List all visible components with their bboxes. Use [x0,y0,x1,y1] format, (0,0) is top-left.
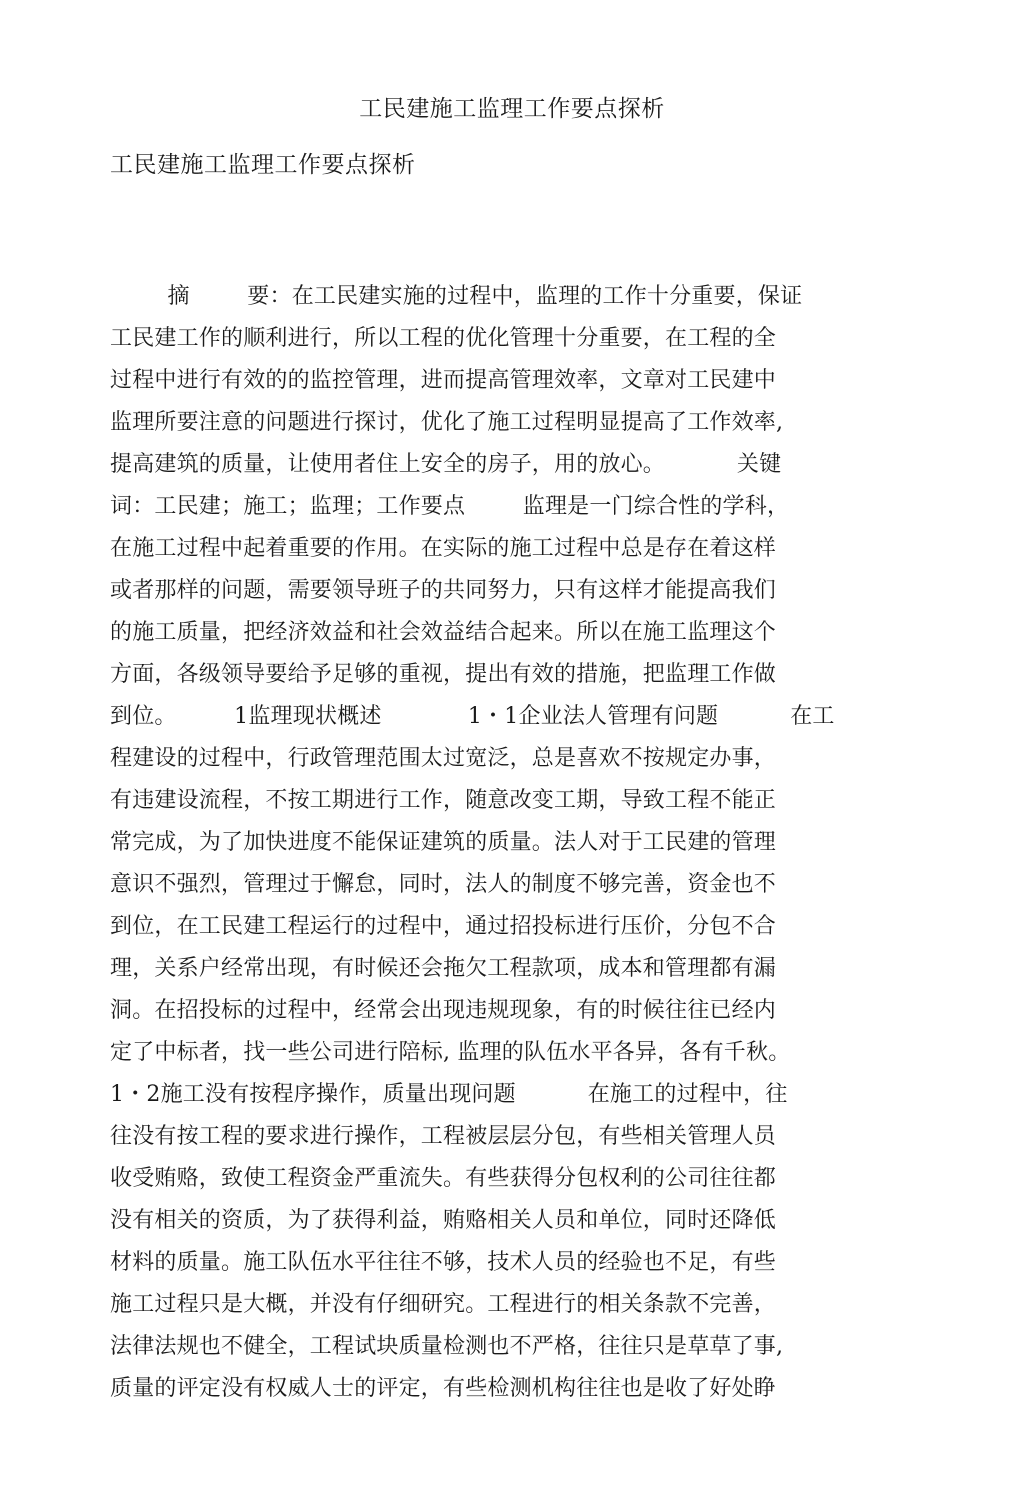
body-text-line: 有违建设流程，不按工期进行工作，随意改变工期，导致工程不能正 [110,788,777,813]
body-text-line: 程建设的过程中，行政管理范围太过宽泛，总是喜欢不按规定办事， [110,746,777,771]
body-text-line: 到位。 1监理现状概述 1・1企业法人管理有问题 在工 [110,704,835,729]
body-text-line: 常完成，为了加快进度不能保证建筑的质量。法人对于工民建的管理 [110,830,777,855]
body-text-line: 或者那样的问题，需要领导班子的共同努力，只有这样才能提高我们 [110,578,777,603]
body-text-line: 1・2施工没有按程序操作，质量出现问题 在施工的过程中，往 [110,1082,788,1107]
body-text-line: 提高建筑的质量，让使用者住上安全的房子，用的放心。 关键 [110,452,782,477]
body-text-line: 方面，各级领导要给予足够的重视，提出有效的措施，把监理工作做 [110,662,777,687]
body-text-line: 意识不强烈，管理过于懈怠，同时，法人的制度不够完善，资金也不 [110,872,777,897]
body-text-line: 法律法规也不健全，工程试块质量检测也不严格，往往只是草草了事, [110,1334,784,1359]
body-text-line: 往没有按工程的要求进行操作，工程被层层分包，有些相关管理人员 [110,1124,777,1149]
body-text-line: 收受贿赂，致使工程资金严重流失。有些获得分包权利的公司往往都 [110,1166,777,1191]
body-text-line: 摘 要：在工民建实施的过程中，监理的工作十分重要，保证 [110,284,803,309]
body-text-line: 理，关系户经常出现，有时候还会拖欠工程款项，成本和管理都有漏 [110,956,777,981]
body-text-line: 没有相关的资质，为了获得利益，贿赂相关人员和单位，同时还降低 [110,1208,777,1233]
body-text-line: 洞。在招投标的过程中，经常会出现违规现象，有的时候往往已经内 [110,998,777,1023]
body-text-line: 材料的质量。施工队伍水平往往不够，技术人员的经验也不足，有些 [110,1250,777,1275]
body-text-line: 工民建工作的顺利进行，所以工程的优化管理十分重要，在工程的全 [110,326,777,351]
body-text-line: 在施工过程中起着重要的作用。在实际的施工过程中总是存在着这样 [110,536,777,561]
body-text-line: 过程中进行有效的的监控管理，进而提高管理效率，文章对工民建中 [110,368,777,393]
document-body [110,276,930,1410]
document-subtitle: 工民建施工监理工作要点探析 [110,152,416,178]
body-text-line: 词：工民建；施工；监理；工作要点 监理是一门综合性的学科， [110,494,790,519]
body-text-line: 的施工质量，把经济效益和社会效益结合起来。所以在施工监理这个 [110,620,777,645]
body-text-line: 监理所要注意的问题进行探讨，优化了施工过程明显提高了工作效率, [110,410,784,435]
body-text-line: 施工过程只是大概，并没有仔细研究。工程进行的相关条款不完善， [110,1292,777,1317]
body-text-line: 到位，在工民建工程运行的过程中，通过招投标进行压价，分包不合 [110,914,777,939]
document-title: 工民建施工监理工作要点探析 [359,96,665,122]
body-text-line: 质量的评定没有权威人士的评定，有些检测机构往往也是收了好处睁 [110,1376,777,1401]
body-text-line: 定了中标者，找一些公司进行陪标, 监理的队伍水平各异，各有千秋。 [110,1040,791,1065]
